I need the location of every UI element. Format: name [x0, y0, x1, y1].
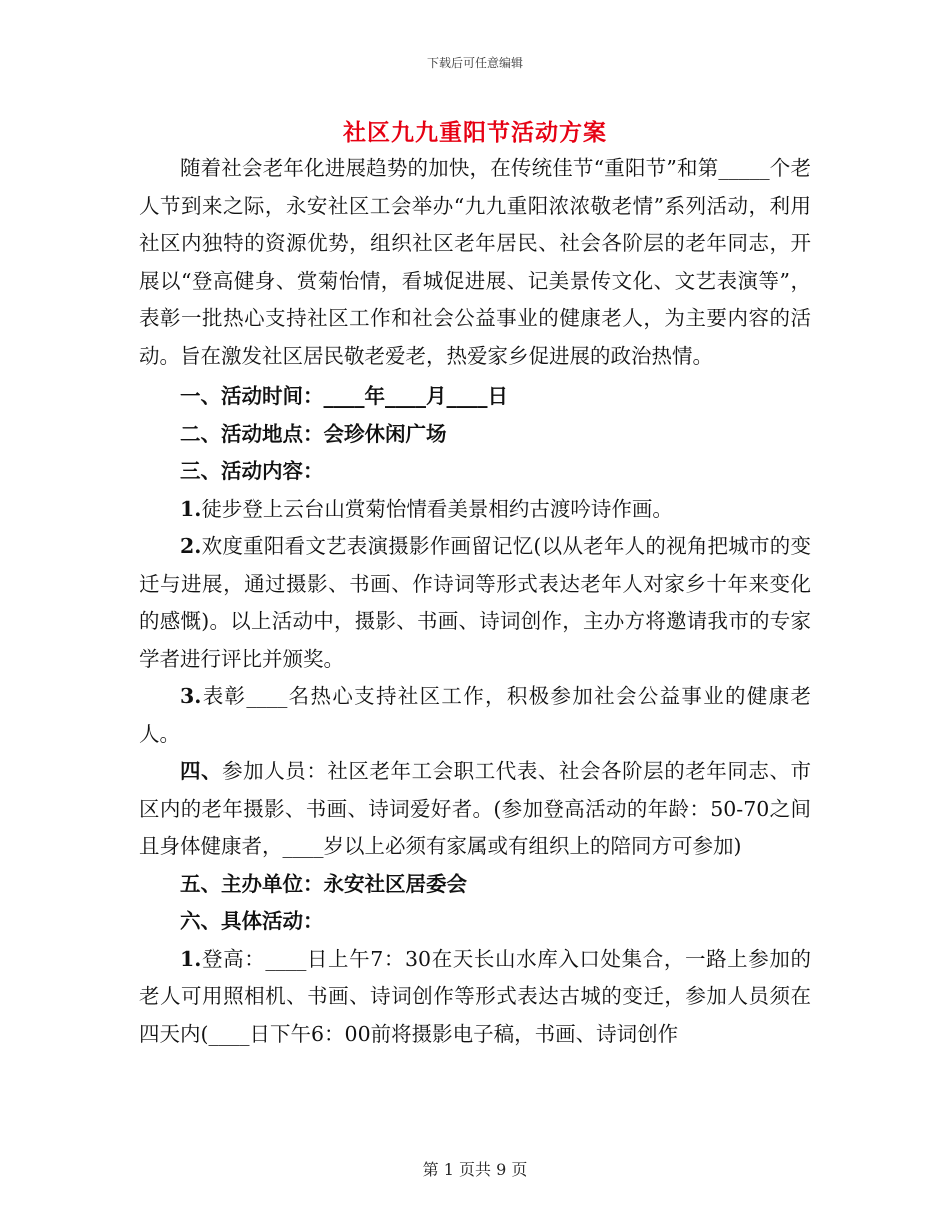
item-text: 登高：____日上午7：30在天长山水库入口处集合，一路上参加的老人可用照相机、书画、诗词创作等形式表达古城的变迁，参加人员须在四天内(____日下午6：00前将摄影电子稿，书画、诗词创作	[139, 946, 811, 1046]
heading-activity-location: 二、活动地点：会珍休闲广场	[180, 421, 447, 446]
participants-paragraph	[139, 753, 811, 866]
item-number: 1.	[180, 946, 202, 971]
heading-activity-content: 三、活动内容：	[180, 459, 324, 483]
item-text: 表彰____名热心支持社区工作，积极参加社会公益事业的健康老人。	[139, 684, 811, 746]
header-note: 下载后可任意编辑	[426, 56, 523, 70]
item-number: 3.	[180, 684, 202, 708]
content-item-3	[139, 678, 811, 753]
document-title: 社区九九重阳节活动方案	[343, 119, 607, 146]
page-footer: 第 1 页共 9 页	[422, 1160, 528, 1179]
item-number: 1.	[180, 496, 202, 521]
content-item-2	[139, 528, 811, 678]
participants-text: 参加人员：社区老年工会职工代表、社会各阶层的老年同志、市区内的老年摄影、书画、诗词爱好者。(参加登高活动的年龄：50-70之间且身体健康者，____岁以上必须有家属或有组织上的陪同方可参加)	[139, 759, 812, 858]
item-text: 徒步登上云台山赏菊怡情看美景相约古渡吟诗作画。	[201, 496, 673, 521]
item-number: 2.	[180, 534, 202, 558]
intro-paragraph: 随着社会老年化进展趋势的加快，在传统佳节“重阳节”和第_____个老人节到来之际，永安社区工会举办“九九重阳浓浓敬老情”系列活动，利用社区内独特的资源优势，组织社区老年居民、社会各阶层的老年同志，开展以“登高健身、赏菊怡情，看城促进展、记美景传文化、文艺表演等”，表彰一批热心支持社区工作和社会公益事业的健康老人，为主要内容的活动。旨在激发社区居民敬老爱老，热爱家乡促进展的政治热情。	[139, 156, 811, 368]
activity-item-1	[139, 941, 811, 1054]
section-number: 四、	[180, 759, 223, 783]
content-item-1	[139, 491, 811, 529]
document-body	[139, 150, 811, 1053]
item-text: 欢度重阳看文艺表演摄影作画留记忆(以从老年人的视角把城市的变迁与进展，通过摄影、书画、作诗词等形式表达老年人对家乡十年来变化的感慨)。以上活动中，摄影、书画、诗词创作，主办方将邀请我市的专家学者进行评比并颁奖。	[139, 534, 811, 671]
heading-organizer: 五、主办单位：永安社区居委会	[180, 871, 467, 896]
heading-specific-activities: 六、具体活动：	[180, 909, 324, 933]
heading-activity-time: 一、活动时间：____年____月____日	[180, 384, 508, 408]
